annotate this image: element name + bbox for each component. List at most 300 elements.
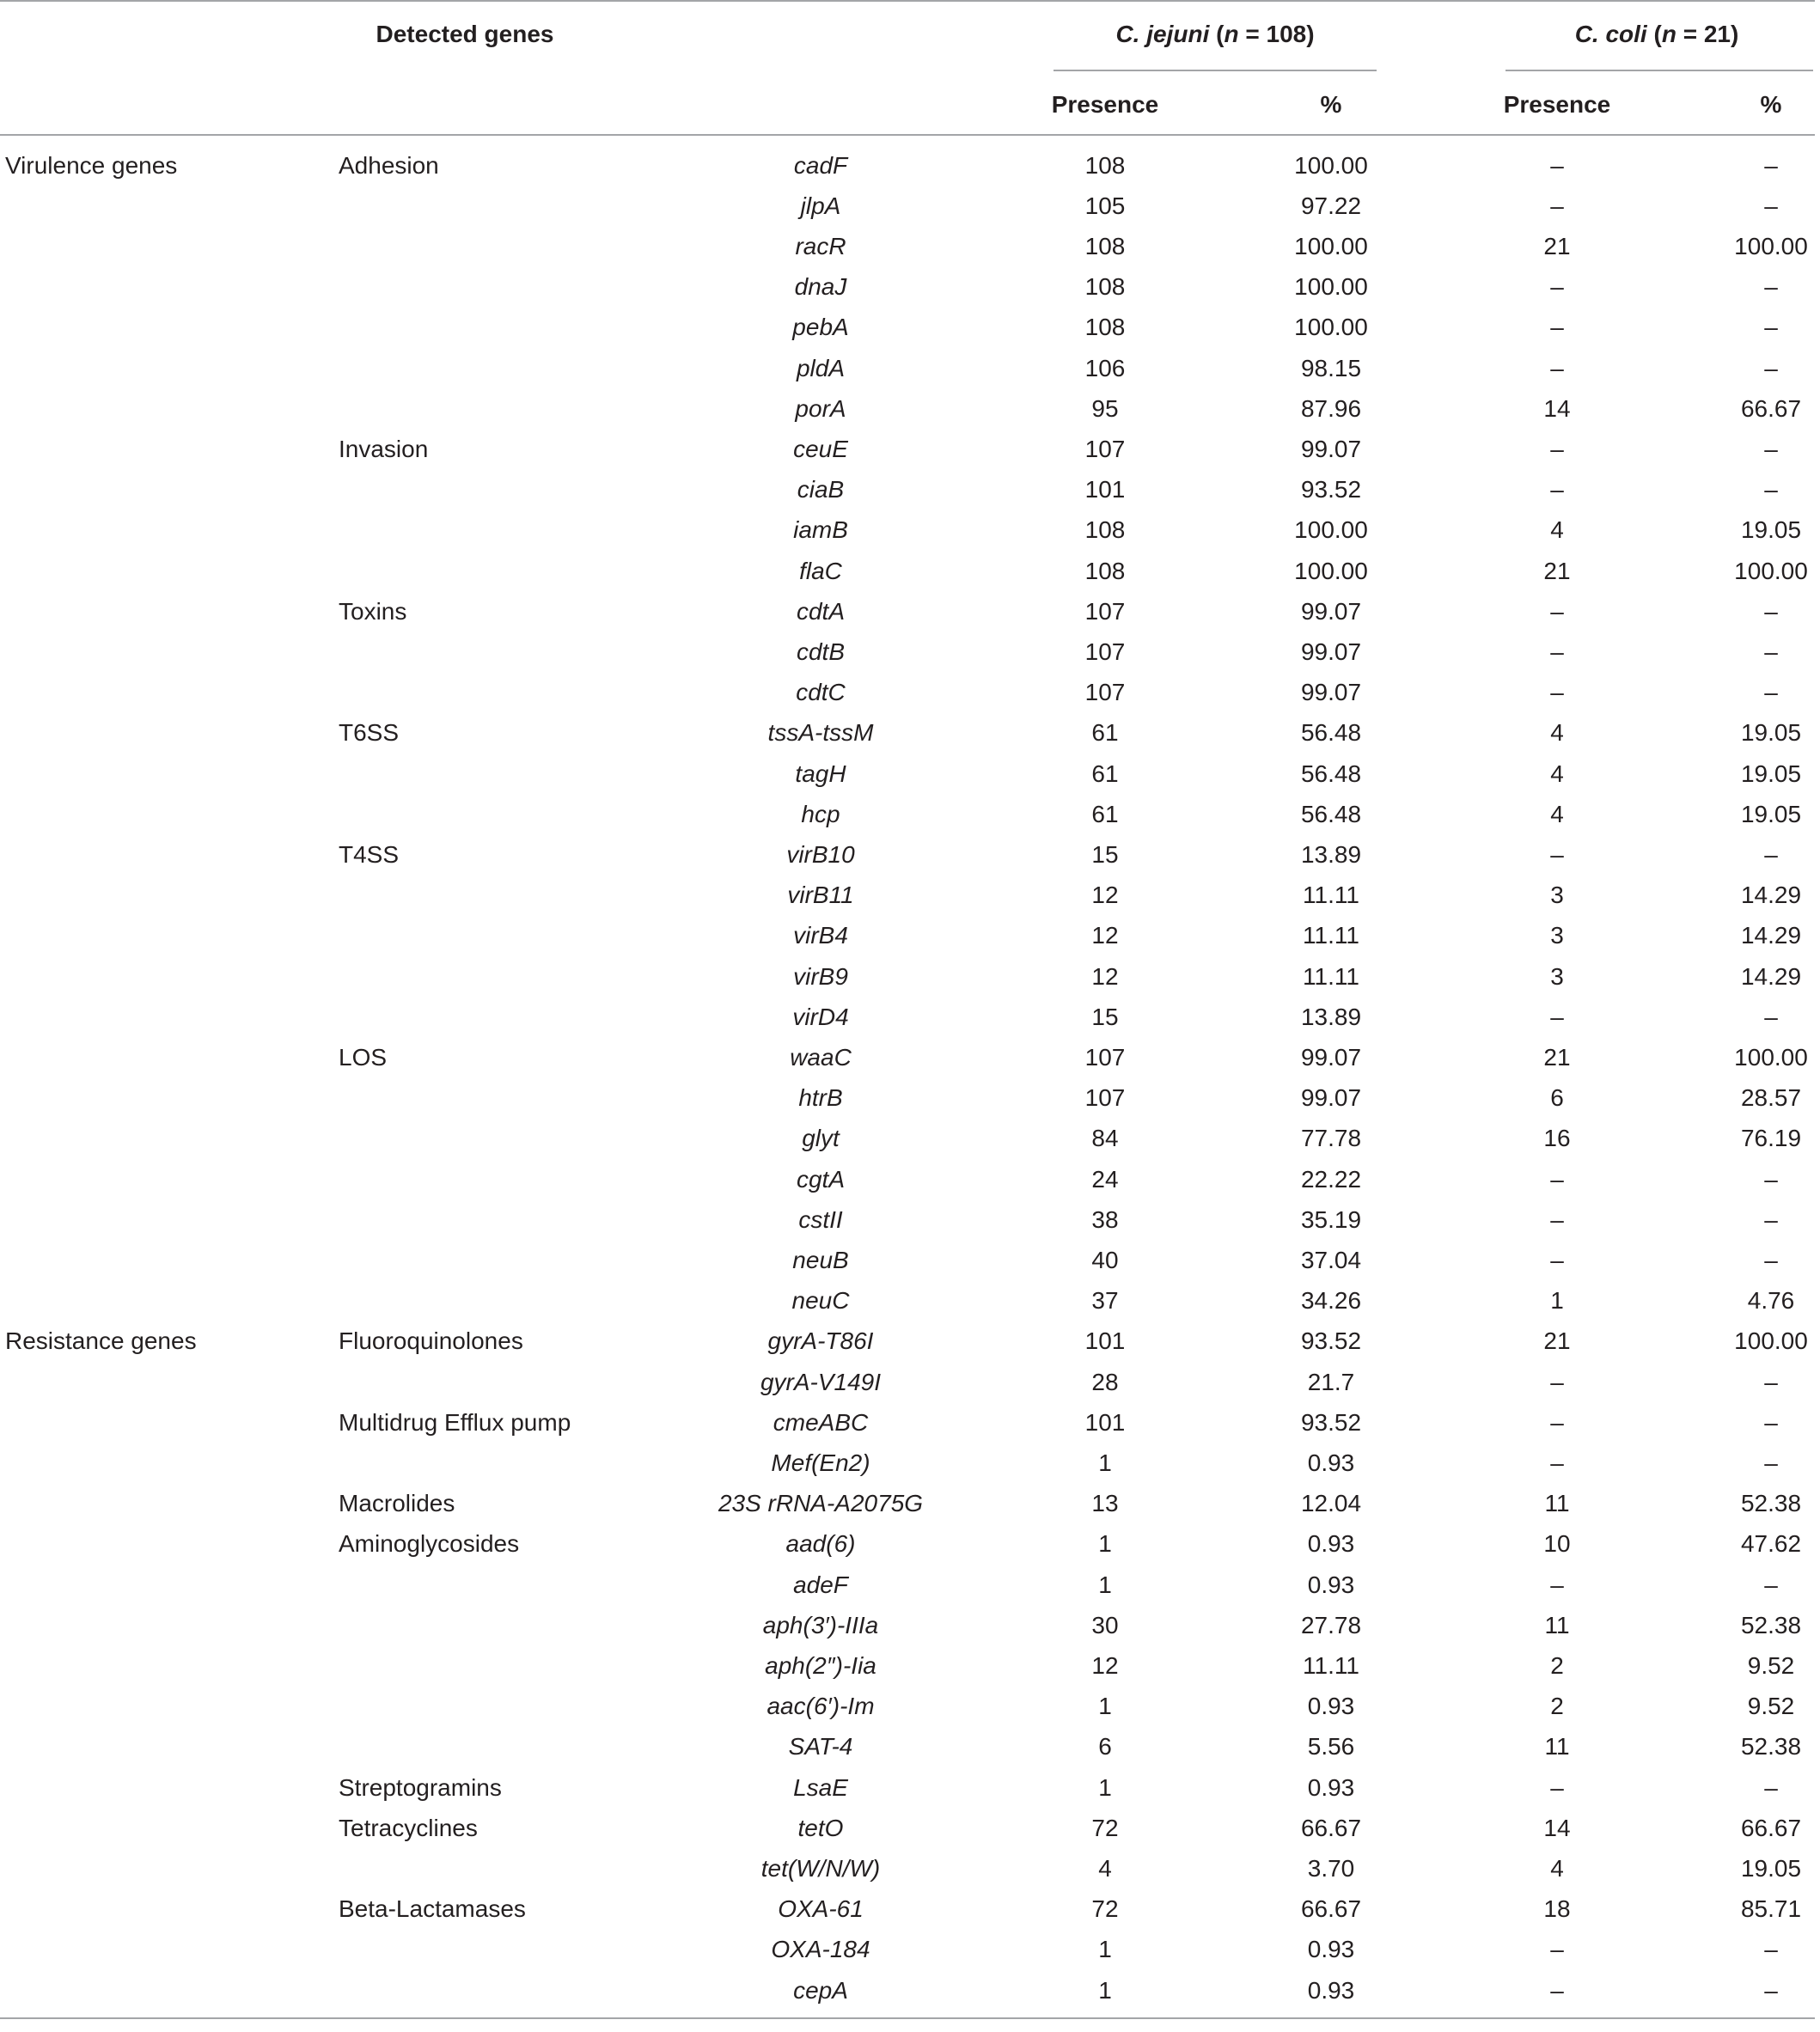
c-coli-percent: – (1764, 476, 1778, 503)
gene-name: OXA-184 (771, 1936, 870, 1963)
table-row (0, 1730, 1820, 1764)
c-jejuni-percent: 0.93 (1307, 1976, 1355, 2004)
gene-name: flaC (799, 557, 842, 584)
c-coli-presence: – (1550, 1003, 1564, 1030)
gene-name: virB10 (786, 840, 855, 868)
c-coli-presence: 4 (1550, 760, 1564, 787)
c-jejuni-percent: 12.04 (1300, 1490, 1362, 1517)
c-coli-presence: 4 (1550, 516, 1564, 544)
category-label: Multidrug Efflux pump (339, 1408, 571, 1436)
category-label: Aminoglycosides (339, 1530, 520, 1558)
gene-name: gyrA-T86I (767, 1327, 874, 1355)
c-coli-presence: – (1550, 273, 1564, 301)
category-label: Adhesion (339, 151, 439, 179)
c-coli-presence: 10 (1543, 1530, 1571, 1558)
gene-name: cgtA (796, 1165, 846, 1193)
table-row (0, 1608, 1820, 1643)
c-jejuni-presence: 4 (1098, 1854, 1112, 1882)
gene-name: SAT-4 (788, 1733, 853, 1760)
table-row (0, 1121, 1820, 1156)
gene-name: pebA (792, 314, 849, 341)
c-coli-presence: 14 (1543, 1814, 1571, 1841)
c-jejuni-presence: 95 (1091, 394, 1119, 422)
c-coli-presence: – (1550, 597, 1564, 625)
c-jejuni-presence: 12 (1091, 882, 1119, 909)
gene-name: gyrA-V149I (760, 1368, 882, 1395)
c-coli-percent: – (1764, 354, 1778, 381)
c-jejuni-percent: 0.93 (1307, 1571, 1355, 1598)
c-coli-percent: 66.67 (1740, 394, 1802, 422)
c-coli-presence: – (1550, 1246, 1564, 1273)
c-coli-percent: 76.19 (1740, 1125, 1802, 1152)
category-label: Macrolides (339, 1490, 455, 1517)
gene-name: cdtB (796, 638, 846, 665)
c-jejuni-presence: 107 (1084, 1084, 1126, 1112)
c-coli-presence: – (1550, 151, 1564, 179)
c-coli-percent: 14.29 (1740, 922, 1802, 949)
c-jejuni-presence: 37 (1091, 1287, 1119, 1315)
gene-name: hcp (801, 800, 840, 827)
table-row (0, 1446, 1820, 1480)
c-coli-percent: – (1764, 1003, 1778, 1030)
c-coli-presence: 21 (1543, 232, 1571, 259)
c-coli-presence: – (1550, 354, 1564, 381)
group-label: Virulence genes (5, 151, 178, 179)
table-row (0, 1000, 1820, 1034)
c-jejuni-percent: 97.22 (1300, 192, 1362, 219)
c-coli-percent: 52.38 (1740, 1733, 1802, 1760)
c-coli-presence: – (1550, 1449, 1564, 1476)
c-jejuni-presence: 107 (1084, 679, 1126, 706)
c-jejuni-percent: 93.52 (1300, 476, 1362, 503)
c-jejuni-presence: 61 (1091, 800, 1119, 827)
c-coli-percent: 47.62 (1740, 1530, 1802, 1558)
gene-name: pldA (796, 354, 846, 381)
table-row (0, 1811, 1820, 1846)
c-jejuni-percent-header: % (1320, 91, 1342, 118)
c-jejuni-percent: 98.15 (1300, 354, 1362, 381)
c-jejuni-percent: 99.07 (1300, 435, 1362, 462)
c-coli-presence: – (1550, 638, 1564, 665)
c-jejuni-percent: 100.00 (1294, 314, 1368, 341)
c-coli-presence: – (1550, 840, 1564, 868)
c-coli-percent: – (1764, 1205, 1778, 1233)
category-label: LOS (339, 1043, 388, 1071)
c-jejuni-presence: 108 (1084, 151, 1126, 179)
c-coli-percent: – (1764, 840, 1778, 868)
c-coli-presence: 4 (1550, 719, 1564, 747)
gene-name: aad(6) (785, 1530, 856, 1558)
c-coli-percent: – (1764, 1936, 1778, 1963)
c-coli-percent: – (1764, 1165, 1778, 1193)
c-coli-percent: 28.57 (1740, 1084, 1802, 1112)
gene-name: neuC (791, 1287, 850, 1315)
c-jejuni-underline (1054, 70, 1377, 71)
gene-name: adeF (793, 1571, 848, 1598)
gene-name: virD4 (792, 1003, 849, 1030)
table-row (0, 675, 1820, 710)
table-row (0, 1974, 1820, 2008)
c-coli-presence: 21 (1543, 557, 1571, 584)
gene-name: tet(W/N/W) (760, 1854, 881, 1882)
c-jejuni-presence: 72 (1091, 1895, 1119, 1923)
gene-name: htrB (798, 1084, 843, 1112)
c-coli-percent: 85.71 (1740, 1895, 1802, 1923)
c-coli-presence: 3 (1550, 922, 1564, 949)
c-jejuni-percent: 27.78 (1300, 1611, 1362, 1638)
c-jejuni-presence: 84 (1091, 1125, 1119, 1152)
c-coli-percent: 52.38 (1740, 1490, 1802, 1517)
c-coli-percent: – (1764, 314, 1778, 341)
c-coli-percent: – (1764, 273, 1778, 301)
c-jejuni-percent: 56.48 (1300, 800, 1362, 827)
c-jejuni-percent: 3.70 (1307, 1854, 1355, 1882)
table-row (0, 1203, 1820, 1237)
c-coli-percent: 52.38 (1740, 1611, 1802, 1638)
c-jejuni-presence: 1 (1098, 1571, 1112, 1598)
c-jejuni-presence: 15 (1091, 840, 1119, 868)
gene-name: tssA-tssM (767, 719, 874, 747)
gene-name: glyt (802, 1125, 840, 1152)
c-jejuni-presence: 107 (1084, 1043, 1126, 1071)
c-jejuni-percent: 99.07 (1300, 1084, 1362, 1112)
c-coli-percent: 4.76 (1747, 1287, 1795, 1315)
c-coli-count: = 21) (1683, 21, 1739, 47)
table-row (0, 1852, 1820, 1886)
c-coli-presence: – (1550, 1773, 1564, 1801)
c-jejuni-presence: 105 (1084, 192, 1126, 219)
c-coli-percent: – (1764, 1449, 1778, 1476)
c-coli-presence: – (1550, 679, 1564, 706)
c-jejuni-presence: 107 (1084, 435, 1126, 462)
table-row (0, 229, 1820, 264)
c-jejuni-percent: 56.48 (1300, 719, 1362, 747)
c-jejuni-presence: 101 (1084, 1408, 1126, 1436)
c-jejuni-species: C. jejuni (1115, 21, 1210, 47)
c-jejuni-presence: 12 (1091, 962, 1119, 990)
c-coli-presence: – (1550, 1408, 1564, 1436)
table-row (0, 432, 1820, 467)
category-label: T6SS (339, 719, 400, 747)
c-coli-presence: 6 (1550, 1084, 1564, 1112)
category-label: Beta-Lactamases (339, 1895, 526, 1923)
c-jejuni-percent: 100.00 (1294, 232, 1368, 259)
table-row (0, 554, 1820, 589)
c-jejuni-presence: 15 (1091, 1003, 1119, 1030)
c-coli-percent: 14.29 (1740, 962, 1802, 990)
gene-name: tagH (795, 760, 846, 787)
gene-name: 23S rRNA-A2075G (718, 1490, 924, 1517)
c-coli-percent: 100.00 (1734, 557, 1808, 584)
table-row (0, 1568, 1820, 1602)
c-jejuni-percent: 77.78 (1300, 1125, 1362, 1152)
c-coli-presence: 4 (1550, 1854, 1564, 1882)
category-label: Streptogramins (339, 1773, 502, 1801)
table-row (0, 1406, 1820, 1440)
c-jejuni-percent: 35.19 (1300, 1205, 1362, 1233)
table-row (0, 270, 1820, 304)
c-jejuni-percent: 66.67 (1300, 1895, 1362, 1923)
c-jejuni-percent: 37.04 (1300, 1246, 1362, 1273)
table-row (0, 189, 1820, 223)
c-jejuni-presence: 1 (1098, 1773, 1112, 1801)
detected-genes-label: Detected genes (376, 21, 554, 47)
table-row (0, 1771, 1820, 1805)
gene-name: aac(6′)-Im (766, 1693, 875, 1720)
c-coli-presence: 21 (1543, 1043, 1571, 1071)
c-jejuni-percent: 99.07 (1300, 1043, 1362, 1071)
c-jejuni-percent: 100.00 (1294, 273, 1368, 301)
c-jejuni-percent: 100.00 (1294, 557, 1368, 584)
c-jejuni-percent: 0.93 (1307, 1530, 1355, 1558)
c-coli-percent-header: % (1760, 91, 1782, 118)
gene-name: waaC (790, 1043, 852, 1071)
c-jejuni-percent: 11.11 (1303, 1651, 1359, 1679)
c-coli-presence: 14 (1543, 394, 1571, 422)
c-jejuni-presence: 61 (1091, 760, 1119, 787)
c-coli-presence: – (1550, 1165, 1564, 1193)
c-jejuni-percent: 99.07 (1300, 597, 1362, 625)
c-coli-percent: – (1764, 1246, 1778, 1273)
c-coli-paren: ( (1653, 21, 1662, 47)
table-row (0, 310, 1820, 345)
c-coli-presence: 11 (1544, 1733, 1570, 1760)
c-jejuni-percent: 0.93 (1307, 1449, 1355, 1476)
table-row (0, 595, 1820, 629)
c-jejuni-percent: 100.00 (1294, 151, 1368, 179)
c-coli-presence: 11 (1544, 1490, 1570, 1517)
c-coli-percent: – (1764, 679, 1778, 706)
c-coli-presence: – (1550, 314, 1564, 341)
c-coli-header (1502, 17, 1811, 52)
c-coli-presence: 2 (1550, 1693, 1564, 1720)
gene-name: virB11 (787, 882, 854, 909)
c-jejuni-presence: 6 (1098, 1733, 1112, 1760)
c-jejuni-presence: 107 (1084, 638, 1126, 665)
c-coli-percent: 100.00 (1734, 1327, 1808, 1355)
c-jejuni-presence: 12 (1091, 922, 1119, 949)
gene-name: OXA-61 (778, 1895, 864, 1923)
c-jejuni-presence: 1 (1098, 1449, 1112, 1476)
c-jejuni-presence: 1 (1098, 1936, 1112, 1963)
c-coli-percent: – (1764, 192, 1778, 219)
table-row (0, 1284, 1820, 1318)
gene-name: racR (795, 232, 846, 259)
c-jejuni-percent: 34.26 (1300, 1287, 1362, 1315)
c-coli-presence-header: Presence (1503, 91, 1611, 118)
c-jejuni-header (1043, 17, 1387, 52)
c-coli-percent: 100.00 (1734, 232, 1808, 259)
c-jejuni-presence: 12 (1091, 1651, 1119, 1679)
table-row (0, 1040, 1820, 1075)
table-row (0, 1081, 1820, 1115)
c-jejuni-presence: 106 (1084, 354, 1126, 381)
gene-name: aph(3′)-IIIa (762, 1611, 879, 1638)
gene-name: porA (795, 394, 846, 422)
bottom-rule (0, 2017, 1815, 2019)
table-row (0, 1527, 1820, 1561)
c-coli-presence: 16 (1543, 1125, 1571, 1152)
c-jejuni-presence: 108 (1084, 516, 1126, 544)
gene-name: LsaE (793, 1773, 848, 1801)
c-coli-percent: – (1764, 151, 1778, 179)
gene-name: cdtA (796, 597, 846, 625)
c-coli-percent: 19.05 (1740, 800, 1802, 827)
gene-name: cadF (793, 151, 848, 179)
c-jejuni-percent: 22.22 (1300, 1165, 1362, 1193)
gene-name: dnaJ (794, 273, 847, 301)
c-jejuni-percent: 5.56 (1307, 1733, 1355, 1760)
c-jejuni-percent: 87.96 (1300, 394, 1362, 422)
c-coli-percent: – (1764, 638, 1778, 665)
c-jejuni-presence: 13 (1091, 1490, 1119, 1517)
gene-name: ciaB (797, 476, 845, 503)
c-coli-presence: 1 (1550, 1287, 1564, 1315)
c-jejuni-presence: 72 (1091, 1814, 1119, 1841)
c-coli-percent: 66.67 (1740, 1814, 1802, 1841)
gene-name: tetO (797, 1814, 844, 1841)
c-jejuni-percent: 99.07 (1300, 638, 1362, 665)
table-row (0, 1324, 1820, 1358)
c-jejuni-presence-header: Presence (1051, 91, 1159, 118)
c-jejuni-presence: 108 (1084, 232, 1126, 259)
c-coli-presence: 2 (1550, 1651, 1564, 1679)
table-row (0, 1243, 1820, 1278)
c-coli-species: C. coli (1574, 21, 1647, 47)
table-row (0, 149, 1820, 183)
gene-name: cmeABC (773, 1408, 869, 1436)
table-row (0, 1649, 1820, 1683)
c-coli-presence: – (1550, 435, 1564, 462)
c-coli-presence: – (1550, 1368, 1564, 1395)
gene-name: Mef(En2) (771, 1449, 870, 1476)
c-jejuni-percent: 11.11 (1303, 882, 1359, 909)
c-coli-presence: – (1550, 1571, 1564, 1598)
c-jejuni-presence: 108 (1084, 557, 1126, 584)
c-jejuni-presence: 108 (1084, 314, 1126, 341)
gene-name: virB4 (793, 922, 848, 949)
gene-name: cdtC (796, 679, 846, 706)
table-row (0, 918, 1820, 953)
c-jejuni-presence: 101 (1084, 1327, 1126, 1355)
table-row (0, 716, 1820, 750)
c-jejuni-count: = 108) (1245, 21, 1315, 47)
table-row (0, 797, 1820, 832)
c-coli-percent: – (1764, 1773, 1778, 1801)
c-coli-percent: 19.05 (1740, 760, 1802, 787)
c-coli-percent: 14.29 (1740, 882, 1802, 909)
c-coli-presence: 11 (1544, 1611, 1570, 1638)
c-coli-percent: 9.52 (1747, 1693, 1795, 1720)
c-jejuni-percent: 93.52 (1300, 1408, 1362, 1436)
header-rule (0, 134, 1815, 136)
table-row (0, 635, 1820, 669)
c-jejuni-percent: 93.52 (1300, 1327, 1362, 1355)
category-label: Tetracyclines (339, 1814, 478, 1841)
c-jejuni-presence: 30 (1091, 1611, 1119, 1638)
c-jejuni-presence: 28 (1091, 1368, 1119, 1395)
c-coli-percent: 9.52 (1747, 1651, 1795, 1679)
gene-name: cepA (793, 1976, 848, 2004)
table-row (0, 1932, 1820, 1967)
c-jejuni-presence: 38 (1091, 1205, 1119, 1233)
c-coli-underline (1505, 70, 1813, 71)
c-jejuni-percent: 66.67 (1300, 1814, 1362, 1841)
group-label: Resistance genes (5, 1327, 197, 1355)
c-coli-percent: 19.05 (1740, 1854, 1802, 1882)
c-jejuni-presence: 108 (1084, 273, 1126, 301)
c-jejuni-presence: 1 (1098, 1693, 1112, 1720)
c-coli-presence: – (1550, 192, 1564, 219)
c-coli-percent: 19.05 (1740, 516, 1802, 544)
c-coli-presence: – (1550, 476, 1564, 503)
detected-genes-header (293, 17, 637, 52)
c-coli-percent: 100.00 (1734, 1043, 1808, 1071)
gene-name: cstII (798, 1205, 843, 1233)
gene-name: aph(2″)-Iia (765, 1651, 876, 1679)
c-coli-presence: – (1550, 1976, 1564, 2004)
c-jejuni-percent: 13.89 (1300, 840, 1362, 868)
table-row (0, 1365, 1820, 1400)
c-jejuni-presence: 40 (1091, 1246, 1119, 1273)
c-coli-presence: 21 (1543, 1327, 1571, 1355)
c-jejuni-percent: 11.11 (1303, 962, 1359, 990)
table-row (0, 1162, 1820, 1197)
c-coli-percent: – (1764, 435, 1778, 462)
c-coli-percent: – (1764, 1976, 1778, 2004)
c-jejuni-presence: 101 (1084, 476, 1126, 503)
c-coli-percent: 19.05 (1740, 719, 1802, 747)
table-row (0, 1892, 1820, 1926)
c-jejuni-presence: 1 (1098, 1976, 1112, 2004)
c-jejuni-percent: 11.11 (1303, 922, 1359, 949)
c-coli-n: n (1661, 21, 1676, 47)
c-coli-presence: – (1550, 1936, 1564, 1963)
top-rule (0, 0, 1815, 2)
category-label: Toxins (339, 597, 407, 625)
gene-name: neuB (792, 1246, 849, 1273)
gene-name: ceuE (793, 435, 848, 462)
c-coli-percent: – (1764, 1408, 1778, 1436)
table-row (0, 392, 1820, 426)
c-coli-presence: 3 (1550, 962, 1564, 990)
gene-name: jlpA (800, 192, 841, 219)
gene-name: virB9 (793, 962, 848, 990)
c-coli-presence: – (1550, 1205, 1564, 1233)
category-label: Invasion (339, 435, 429, 462)
category-label: T4SS (339, 840, 400, 868)
c-jejuni-percent: 56.48 (1300, 760, 1362, 787)
c-jejuni-presence: 107 (1084, 597, 1126, 625)
c-coli-presence: 4 (1550, 800, 1564, 827)
c-jejuni-percent: 0.93 (1307, 1936, 1355, 1963)
c-jejuni-n: n (1224, 21, 1239, 47)
c-jejuni-percent: 0.93 (1307, 1693, 1355, 1720)
c-jejuni-percent: 99.07 (1300, 679, 1362, 706)
c-jejuni-percent: 0.93 (1307, 1773, 1355, 1801)
c-jejuni-presence: 61 (1091, 719, 1119, 747)
table-row (0, 878, 1820, 912)
table-row (0, 1486, 1820, 1521)
table-row (0, 838, 1820, 872)
gene-name: iamB (793, 516, 848, 544)
table-row (0, 1689, 1820, 1724)
c-coli-percent: – (1764, 1571, 1778, 1598)
c-jejuni-percent: 100.00 (1294, 516, 1368, 544)
table-row (0, 473, 1820, 507)
c-jejuni-paren: ( (1216, 21, 1225, 47)
category-label: Fluoroquinolones (339, 1327, 523, 1355)
